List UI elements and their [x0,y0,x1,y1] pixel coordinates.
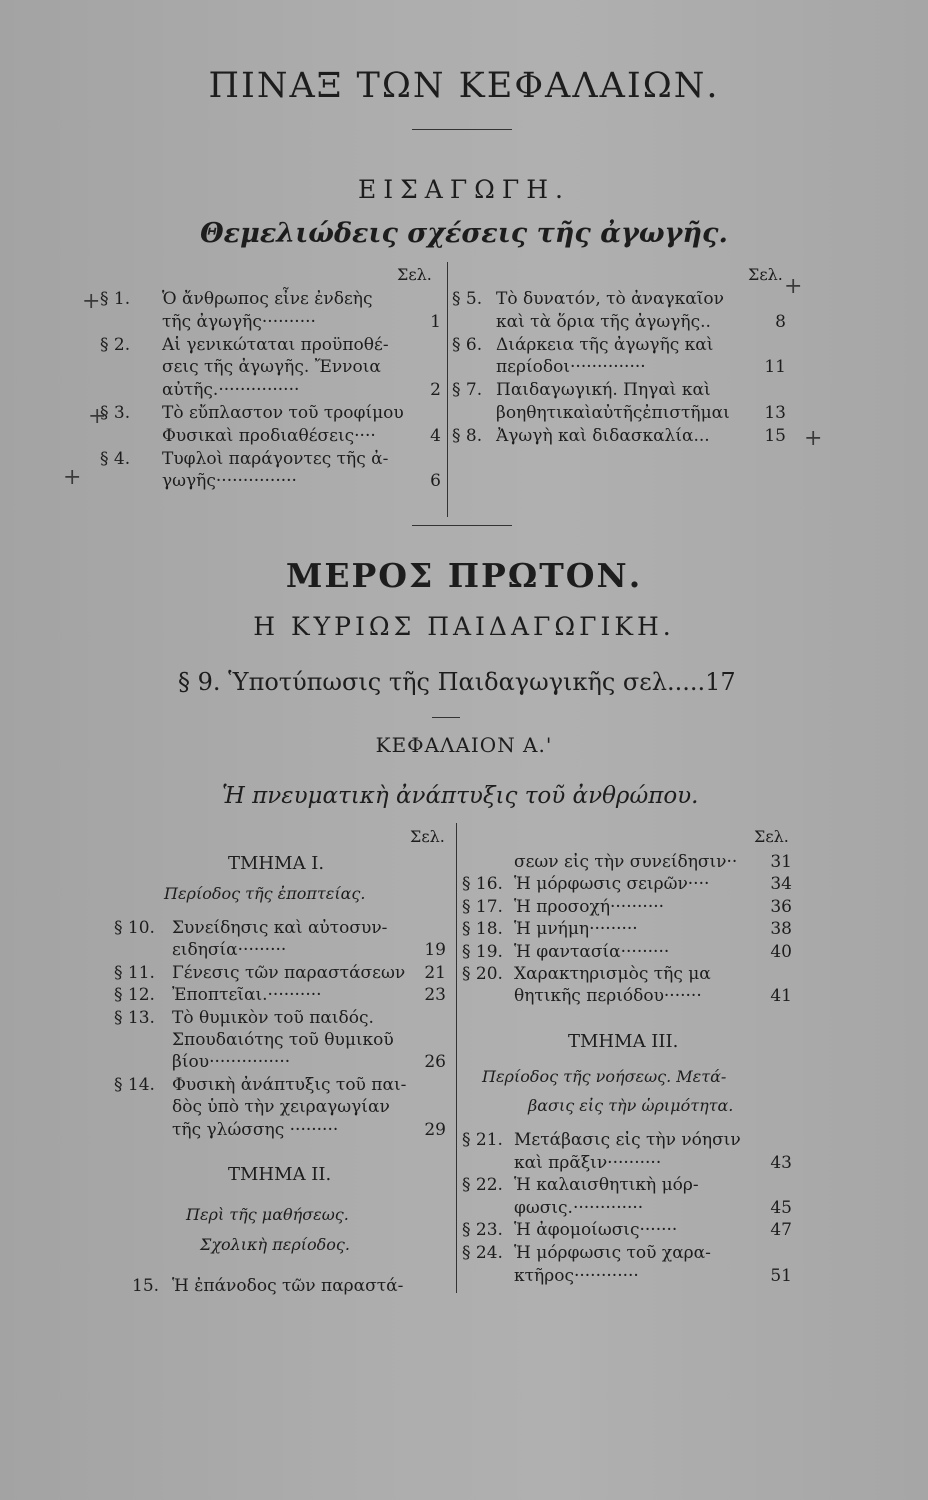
entry-text: Ἀγωγὴ καὶ διδασκαλία... [496,425,710,446]
page-number: 23 [424,985,446,1006]
page-number: 36 [770,896,792,917]
entry-text: θητικῆς περιόδου······· [514,986,702,1007]
margin-mark: + [63,465,82,490]
entry-text: Φυσικαὶ προδιαθέσεις···· [162,425,376,446]
chapter-title: Ἡ πνευματικὴ ἀνάπτυξις τοῦ ἀνθρώπου. [222,783,699,809]
section-number: § 3. [100,403,131,423]
page-number: 26 [424,1052,446,1073]
entry-text: γωγῆς··············· [162,471,297,492]
page-number: 13 [764,403,786,423]
entry-text: Τὸ θυμικὸν τοῦ παιδός. [172,1007,374,1028]
page-number: 2 [430,380,441,401]
page-number: 38 [770,919,792,940]
entry-text: Ἡ μνήμη········· [514,919,638,940]
entry-text: τῆς γλώσσης ········· [172,1119,339,1140]
entry-text: βοηθητικαὶαὐτῆςἐπιστῆμαι [496,403,730,423]
entry-text: αὐτῆς.··············· [162,380,300,401]
page-number: 40 [770,941,792,962]
entry-text: Ἐποπτεῖαι.·········· [172,985,322,1006]
section-title-tmima-1: Περίοδος τῆς ἐποπτείας. [164,884,366,903]
page-number: 19 [424,940,446,961]
entry-text: Ἡ καλαισθητικὴ μόρ- [514,1175,699,1196]
section-title-tmima-2-b: Σχολικὴ περίοδος. [200,1235,350,1254]
entry-text: Ἡ μόρφωσις σειρῶν···· [514,874,710,895]
sel-label-right: Σελ. [754,827,789,846]
section-number: § 2. [100,334,131,355]
section-number: § 11. [114,962,155,983]
section-number: § 7. [452,380,483,401]
section-number: § 22. [462,1175,503,1196]
entry-text: Τυφλοὶ παράγοντες τῆς ἀ- [162,448,389,469]
entry-text: βίου··············· [172,1052,291,1073]
margin-mark: + [784,274,803,299]
entry-text: Αἱ γενικώταται προϋποθέ- [162,334,389,355]
section-title-tmima-3: Περίοδος τῆς νοήσεως. Μετά- [482,1067,727,1086]
sel-label-right: Σελ. [748,265,783,284]
entry-text: Ὁ ἄνθρωπος εἶνε ἐνδεὴς [162,289,373,309]
column-divider [447,262,448,517]
page-number: 21 [424,962,446,983]
page-number: 29 [424,1119,446,1140]
section-title-tmima-2: Περὶ τῆς μαθήσεως. [186,1205,349,1224]
column-divider [456,823,457,1293]
section-heading-tmima-1: ΤΜΗΜΑ Ι. [228,853,325,874]
section-9-entry: § 9. Ὑποτύπωσις τῆς Παιδαγωγικῆς σελ.....17 [178,668,736,696]
entry-text: ειδησία········· [172,940,287,961]
section-number: 15. [132,1276,160,1296]
page-number: 1 [430,311,441,332]
divider [412,525,512,526]
section-number: § 23. [462,1220,503,1241]
entry-text: Ἡ μόρφωσις τοῦ χαρα- [514,1243,711,1263]
margin-mark: + [88,404,107,429]
section-number: § 18. [462,919,503,940]
entry-text: Τὸ δυνατόν, τὸ ἀναγκαῖον [496,289,724,309]
page-number: 15 [764,425,786,446]
margin-mark: + [82,289,101,314]
entry-text: Φυσικὴ ἀνάπτυξις τοῦ παι- [172,1074,407,1095]
part-heading: ΜΕΡΟΣ ΠΡΩΤΟΝ. [285,556,643,595]
entry-text: Ἡ φαντασία········· [514,941,670,962]
section-number: § 19. [462,941,503,962]
section-number: § 8. [452,425,483,446]
section-number: § 13. [114,1007,155,1028]
entry-text: δὸς ὑπὸ τὴν χειραγωγίαν [172,1097,390,1118]
page-number: 51 [770,1265,792,1286]
sel-label-left: Σελ. [397,265,432,284]
page-number: 8 [775,311,786,332]
entry-text: Χαρακτηρισμὸς τῆς μα [514,964,711,984]
entry-text: Συνείδησις καὶ αὐτοσυν- [172,918,388,938]
entry-text: Μετάβασις εἰς τὴν νόησιν [514,1130,741,1150]
section-number: § 17. [462,896,503,917]
entry-text: Ἡ προσοχή·········· [514,896,665,917]
entry-text: Διάρκεια τῆς ἀγωγῆς καὶ [496,334,714,355]
section-number: § 20. [462,964,503,984]
page-title: ΠΙΝΑΞ ΤΩΝ ΚΕΦΑΛΑΙΩΝ. [208,66,720,106]
section-number: § 21. [462,1130,503,1150]
entry-text: καὶ πρᾶξιν·········· [514,1152,662,1173]
entry-text: καὶ τὰ ὅρια τῆς ἀγωγῆς.. [496,311,711,332]
page-number: 11 [764,357,786,378]
entry-text: Γένεσις τῶν παραστάσεων [172,962,406,983]
divider [412,129,512,130]
section-number: § 12. [114,985,155,1006]
page-number: 34 [770,874,792,895]
intro-heading: ΕΙΣΑΓΩΓΗ. [357,175,571,204]
section-number: § 1. [100,289,131,309]
section-number: § 16. [462,874,503,895]
divider [432,717,460,718]
entry-text: Ἡ ἐπάνοδος τῶν παραστά- [172,1276,404,1296]
entry-text: σεων εἰς τὴν συνείδησιν·· [514,852,738,872]
entry-text: Παιδαγωγική. Πηγαὶ καὶ [496,380,711,401]
entry-text: Σπουδαιότης τοῦ θυμικοῦ [172,1030,394,1050]
intro-subheading: Θεμελιώδεις σχέσεις τῆς ἀγωγῆς. [200,218,728,249]
page-number: 41 [770,986,792,1007]
page-number: 6 [430,471,441,492]
page-number: 4 [430,425,441,446]
section-number: § 6. [452,334,483,355]
section-number: § 5. [452,289,483,309]
section-title-tmima-3-b: βασις εἰς τὴν ὡριμότητα. [528,1096,734,1115]
section-number: § 10. [114,918,155,938]
part-subheading: Η ΚΥΡΙΩΣ ΠΑΙΔΑΓΩΓΙΚΗ. [253,612,675,641]
chapter-heading: ΚΕΦΑΛΑΙΟΝ Α.' [375,733,553,757]
section-heading-tmima-2: ΤΜΗΜΑ ΙΙ. [228,1164,332,1185]
margin-mark: + [804,426,823,451]
entry-text: κτῆρος············ [514,1265,639,1286]
entry-text: Ἡ ἀφομοίωσις······· [514,1220,678,1241]
page-number: 31 [770,852,792,872]
entry-text: σεις τῆς ἀγωγῆς. Ἔννοια [162,357,381,378]
entry-text: Τὸ εὔπλαστον τοῦ τροφίμου [162,403,404,423]
section-heading-tmima-3: ΤΜΗΜΑ ΙΙΙ. [568,1031,679,1052]
entry-text: φωσις.············· [514,1197,644,1218]
page-number: 47 [770,1220,792,1241]
section-number: § 4. [100,448,131,469]
page-number: 43 [770,1152,792,1173]
sel-label-left: Σελ. [410,827,445,846]
section-number: § 24. [462,1243,503,1263]
entry-text: περίοδοι·············· [496,357,646,378]
section-number: § 14. [114,1074,155,1095]
entry-text: τῆς ἀγωγῆς·········· [162,311,316,332]
page-number: 45 [770,1197,792,1218]
